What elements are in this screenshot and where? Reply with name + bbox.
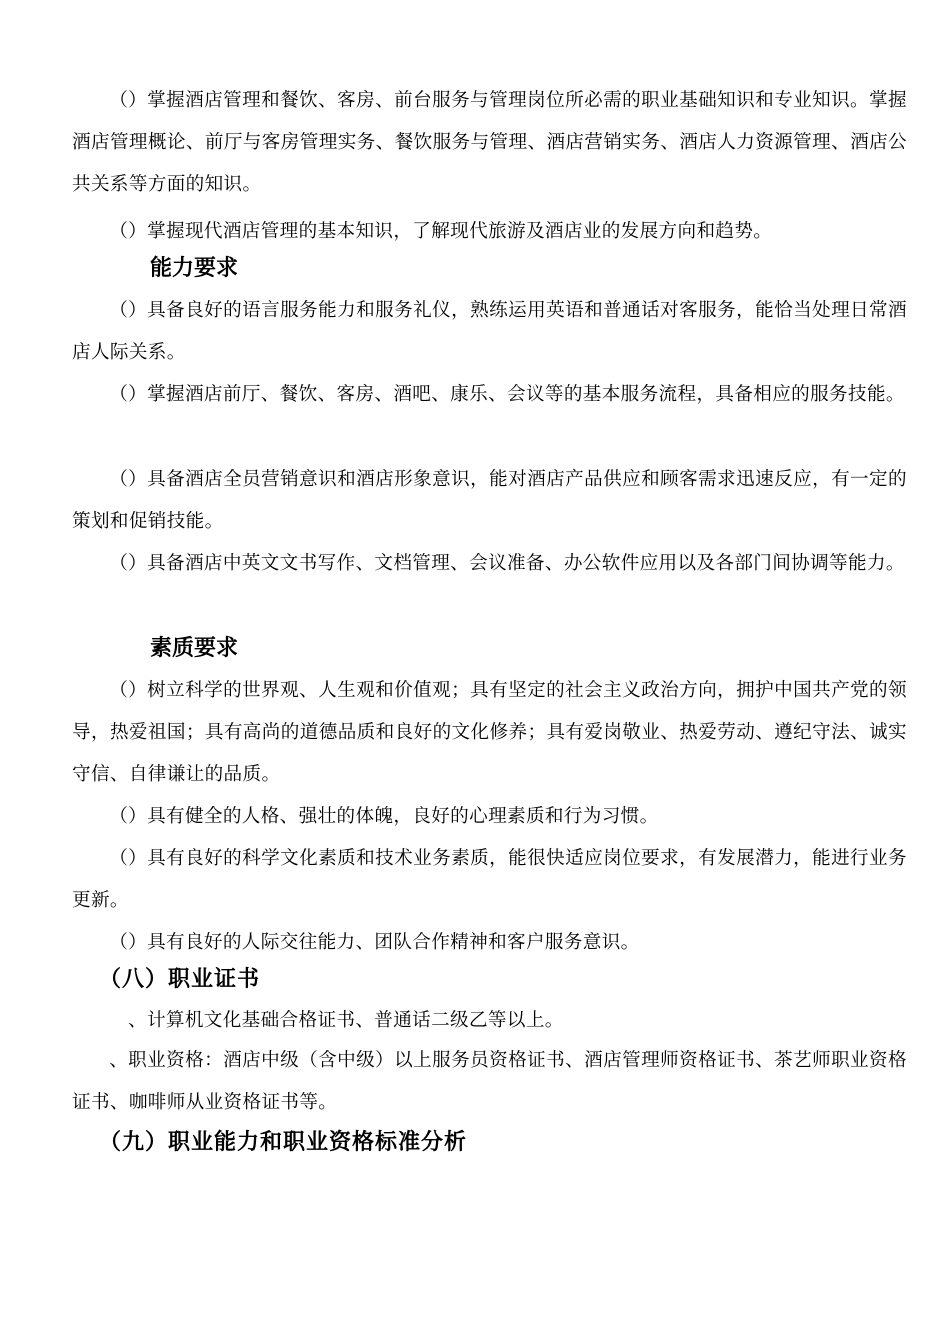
quality-paragraph-2: （）具有健全的人格、强壮的体魄，良好的心理素质和行为习惯。: [109, 806, 659, 827]
ability-paragraph-1: （）具备良好的语言服务能力和服务礼仪，熟练运用英语和普通话对客服务，能恰当处理日常酒店人际关系。: [72, 300, 907, 363]
quality-paragraph-3: （）具有良好的科学文化素质和技术业务素质，能很快适应岗位要求，有发展潜力，能进行业务更新。: [72, 848, 907, 911]
certificate-item-2: 、职业资格：酒店中级（含中级）以上服务员资格证书、酒店管理师资格证书、茶艺师职业资格证书、咖啡师从业资格证书等。: [72, 1050, 907, 1113]
ability-paragraph-2: （）掌握酒店前厅、餐饮、客房、酒吧、康乐、会议等的基本服务流程，具备相应的服务技能。: [109, 384, 905, 405]
knowledge-paragraph-1: （）掌握酒店管理和餐饮、客房、前台服务与管理岗位所必需的职业基础知识和专业知识。掌握酒店管理概论、前厅与客房管理实务、餐饮服务与管理、酒店营销实务、酒店人力资源管理、酒店公共关系等方面的知识。: [72, 90, 907, 195]
ability-paragraph-3: （）具备酒店全员营销意识和酒店形象意识，能对酒店产品供应和顾客需求迅速反应，有一定的策划和促销技能。: [72, 469, 907, 532]
certificates-heading: （八）职业证书: [99, 966, 261, 992]
knowledge-paragraph-2: （）掌握现代酒店管理的基本知识，了解现代旅游及酒店业的发展方向和趋势。: [109, 221, 773, 242]
certificate-item-1: 、计算机文化基础合格证书、普通话二级乙等以上。: [128, 1010, 564, 1031]
quality-heading: 素质要求: [150, 636, 239, 661]
analysis-heading: （九）职业能力和职业资格标准分析: [99, 1129, 468, 1155]
ability-paragraph-4: （）具备酒店中英文文书写作、文档管理、会议准备、办公软件应用以及各部门间协调等能力。: [109, 553, 905, 574]
quality-paragraph-4: （）具有良好的人际交往能力、团队合作精神和客户服务意识。: [109, 932, 640, 953]
ability-heading: 能力要求: [150, 256, 239, 281]
quality-paragraph-1: （）树立科学的世界观、人生观和价值观；具有坚定的社会主义政治方向，拥护中国共产党的领导，热爱祖国；具有高尚的道德品质和良好的文化修养；具有爱岗敬业、热爱劳动、遵纪守法、诚实守信、自律谦让的品质。: [72, 680, 907, 785]
